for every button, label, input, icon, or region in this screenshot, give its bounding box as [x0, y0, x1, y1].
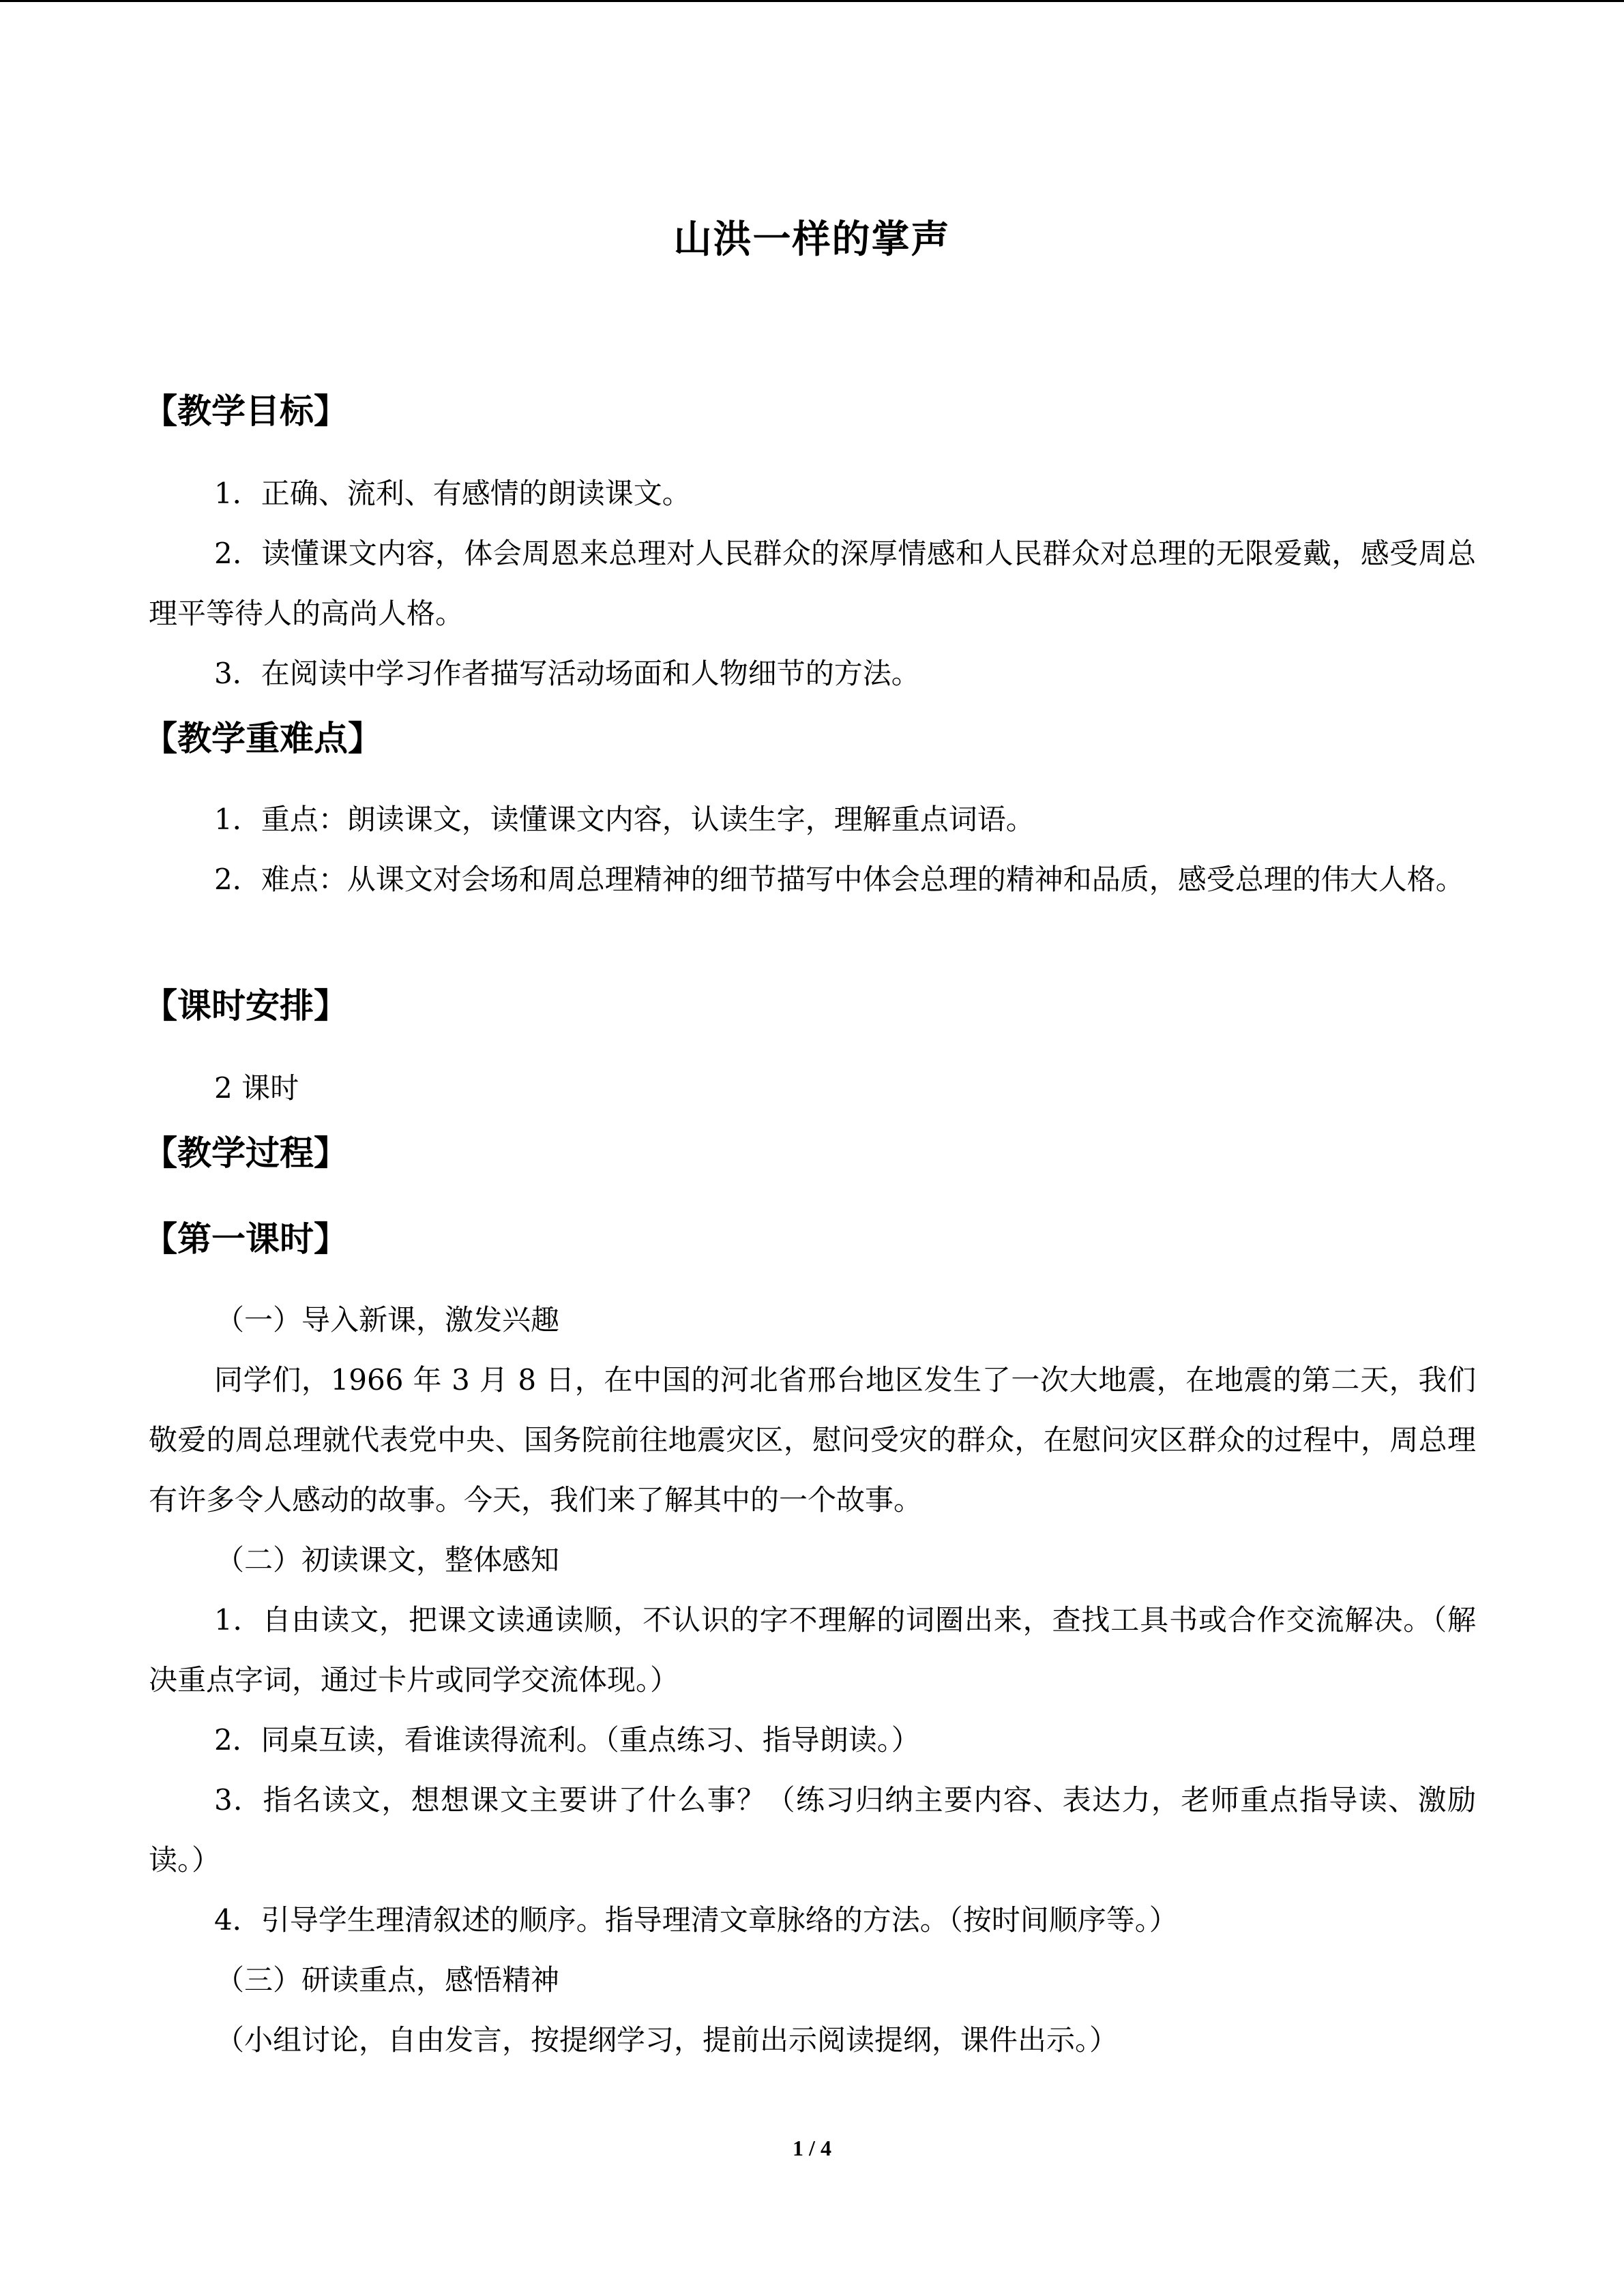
heading-lesson-one: 【第一课时】 [143, 1219, 348, 1259]
part2-item-1: 1．自由读文，把课文读通读顺，不认识的字不理解的词圈出来，查找工具书或合作交流解决。（解决重点字词，通过卡片或同学交流体现。） [149, 1603, 1476, 1697]
part3-title: （三）研读重点，感悟精神 [216, 1963, 560, 1997]
page-number: 1 / 4 [793, 2136, 831, 2160]
key-point-item-2: 2．难点：从课文对会场和周总理精神的细节描写中体会总理的精神和品质，感受总理的伟大人格。 [214, 863, 1464, 896]
objective-item-2: 2．读懂课文内容，体会周恩来总理对人民群众的深厚情感和人民群众对总理的无限爱戴，感受周总理平等待人的高尚人格。 [149, 537, 1476, 630]
key-point-item-1: 1．重点：朗读课文，读懂课文内容，认读生字，理解重点词语。 [214, 803, 1035, 836]
part1-text: 同学们，1966 年 3 月 8 日，在中国的河北省邢台地区发生了一次大地震，在地震的第二天，我们敬爱的周总理就代表党中央、国务院前往地震灾区，慰问受灾的群众，在慰问灾区群众的过程中，周总理有许多令人感动的故事。今天，我们来了解其中的一个故事。 [149, 1363, 1476, 1517]
objective-item-1: 1．正确、流利、有感情的朗读课文。 [214, 477, 691, 510]
part3-text: （小组讨论，自由发言，按提纲学习，提前出示阅读提纲，课件出示。） [216, 2023, 1119, 2057]
part2-item-3: 3．指名读文，想想课文主要讲了什么事？（练习归纳主要内容、表达力，老师重点指导读、激励读。） [149, 1783, 1476, 1877]
page-title: 山洪一样的掌声 [673, 218, 951, 262]
heading-process: 【教学过程】 [143, 1133, 348, 1173]
heading-key-points: 【教学重难点】 [143, 719, 382, 758]
part2-item-2: 2．同桌互读，看谁读得流利。（重点练习、指导朗读。） [214, 1723, 920, 1757]
heading-objectives: 【教学目标】 [143, 391, 348, 431]
part1-title: （一）导入新课，激发兴趣 [216, 1303, 560, 1337]
top-border-line [0, 0, 1624, 2]
heading-schedule: 【课时安排】 [143, 986, 348, 1026]
part2-item-4: 4．引导学生理清叙述的顺序。指导理清文章脉络的方法。（按时间顺序等。） [214, 1903, 1178, 1937]
schedule-text: 2 课时 [214, 1071, 299, 1105]
objective-item-3: 3．在阅读中学习作者描写活动场面和人物细节的方法。 [214, 657, 920, 690]
part2-title: （二）初读课文，整体感知 [216, 1543, 560, 1577]
